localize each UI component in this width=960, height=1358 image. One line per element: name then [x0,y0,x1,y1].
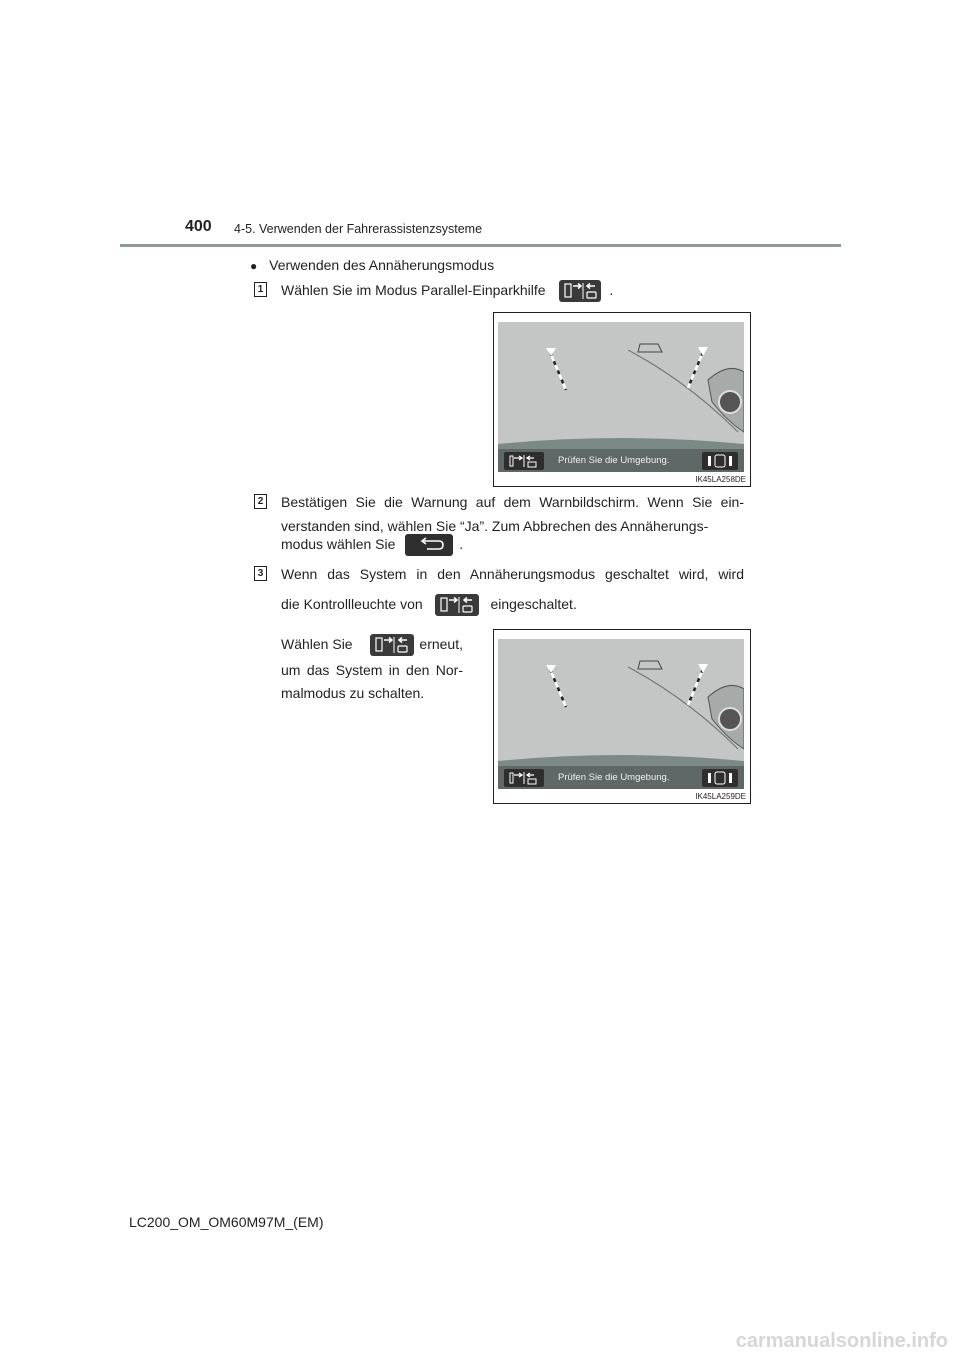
step-2-text-before: modus wählen Sie [281,536,396,552]
step-number-2: 2 [254,494,267,509]
note-line3: malmodus zu schalten. [281,685,425,701]
sensor-icon [702,769,738,787]
bullet-text: Verwenden des Annäherungsmodus [269,257,495,273]
step-1-text-after: . [609,282,614,298]
step-3-text-before: die Kontrollleuchte von [281,596,423,612]
header-divider [120,244,841,247]
warning-message: Prüfen Sie die Umgebung. [558,772,670,783]
watermark: carmanualsonline.info [735,1330,948,1352]
note-text-after: erneut, [419,636,463,652]
bullet-icon: ● [250,259,258,273]
note-text-before: Wählen Sie [281,636,353,652]
step-2-text: Bestätigen Sie die Warnung auf dem Warnbildschirm. Wenn Sie ein-verstanden sind, wählen Sie “Ja”. Zum Abbrechen des Annäherungs- [281,494,744,534]
step-3-line2 [281,592,577,616]
sensor-icon [702,452,738,470]
warning-message: Prüfen Sie die Umgebung. [558,455,670,466]
step-number-1: 1 [254,282,267,297]
bullet-heading [250,257,494,273]
parking-assist-icon[interactable] [504,452,544,470]
figure-id-2: IK45LA259DE [695,792,746,801]
footer-code: LC200_OM_OM60M97M_(EM) [129,1214,324,1230]
step-number-3: 3 [254,566,267,581]
note-line1 [281,632,463,656]
step-2-line3 [281,532,463,556]
back-button-icon[interactable] [405,534,453,556]
camera-view-2 [498,639,744,789]
page-number: 400 [185,218,212,235]
camera-view-1 [498,322,744,472]
figure-id-1: IK45LA258DE [695,475,746,484]
camera-screen-figure-1 [493,312,751,487]
step-1-text [281,278,613,302]
section-title: 4-5. Verwenden der Fahrerassistenzsysteme [234,222,483,236]
step-3-line1: Wenn das System in den Annäherungsmodus geschaltet wird, wird [281,566,744,582]
parking-assist-indicator-icon[interactable] [435,594,479,616]
step-3-text-after: eingeschaltet. [490,596,577,612]
parking-assist-button-icon-2[interactable] [370,634,414,656]
note-line2: um das System in den Nor- [281,662,463,678]
step-1-text-before: Wählen Sie im Modus Parallel-Einparkhilfe [281,282,546,298]
camera-screen-figure-2 [493,629,751,804]
step-2-text-after: . [459,536,464,552]
parking-assist-icon[interactable] [504,769,544,787]
parking-assist-button-icon[interactable] [559,280,601,302]
